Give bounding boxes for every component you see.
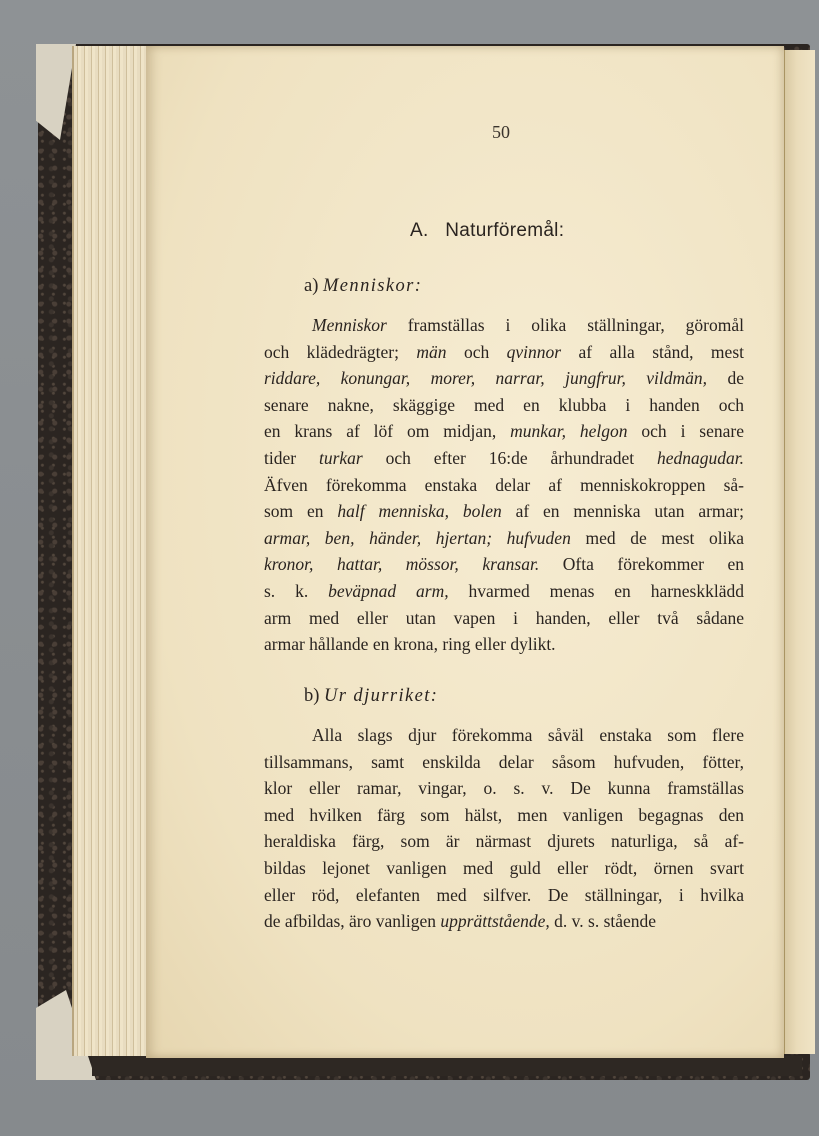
section_b-line [264,908,744,935]
section_b-line [264,775,744,802]
section_a-line [264,631,744,658]
section_b-text-run: de afbildas, äro vanligen [264,911,441,932]
subheading-a [304,276,422,297]
section_a-text-run: beväpnad arm, [328,581,449,601]
section_b-text-run: bildas lejonet vanligen med guld eller rödt, örnen svart [264,858,744,878]
section_a-text-run: de [707,368,744,389]
section_a-line [264,445,744,472]
section_a-text-run: kronor, hattar, mössor, kransar. [264,554,540,575]
section_a-text-run: och [446,341,507,362]
section_a-text-run: armar, ben, händer, hjertan; hufvuden [264,527,571,548]
section_a-text-run: arm med eller utan vapen i handen, eller två sådane [264,607,744,628]
section_b-text-run: eller röd, elefanten med silfver. De ställningar, i hvilka [264,884,744,905]
section_b-line [264,802,744,829]
section_a-line [264,498,744,525]
section_a-text-run: och klädedrägter; [264,341,417,362]
section_a-text-run: Menniskor [312,315,387,335]
section_b-text-run: klor eller ramar, vingar, o. s. v. De kunna framställas [264,778,744,799]
section_a-line [264,605,744,632]
section_b-text-run: med hvilken färg som hälst, men vanligen begagnas den [264,804,744,825]
section_a-text-run: turkar [318,448,363,468]
section_a-text-run: af en menniska utan armar; [501,501,744,522]
section_a-text-run: af alla stånd, mest [561,341,744,362]
section_a-text-run: munkar, helgon [510,421,628,442]
section_b-line [264,749,744,776]
section_a-text-run: riddare, konungar, morer, narrar, jungfrur, vildmän, [264,368,708,389]
page-stack-edge [72,46,150,1056]
section_a-line [264,472,744,499]
section_a-text-run: armar hållande en krona, ring eller dylikt. [264,634,556,655]
section_a-text-run: och efter 16:de århundradet [362,448,657,468]
subheading-b-label: b) [304,686,320,706]
section_a-line [264,365,744,392]
section_a-text-run: qvinnor [506,341,562,362]
section_a-text-run: män [416,341,447,362]
subheading-a-label: a) [304,276,319,296]
section_b-line [312,722,744,749]
section_a-line [264,339,744,366]
section_a-text-run: en krans af löf om midjan, [264,421,511,442]
section_a-text-run: senare nakne, skäggige med en klubba i handen och [264,394,744,415]
section_a-line [264,578,744,605]
section_a-text-run: Ofta förekommer en [539,554,745,575]
section_b-text-run: upprättstående, [440,911,550,932]
section_a-text-run: som en [264,501,338,522]
section_a-text-run: half menniska, bolen [337,501,502,522]
section-heading: A. Naturföremål: [410,220,565,241]
next-page-edge [784,50,815,1054]
section_a-text-run: s. k. [264,581,329,601]
section_a-line [264,392,744,419]
section_a-text-run: hvarmed menas en harneskklädd [448,581,744,601]
section_a-text-run: tider [264,448,319,468]
section_b-line [264,855,744,882]
page-number: 50 [492,122,510,142]
section_b-text-run: heraldiska färg, som är närmast djurets naturliga, så af- [264,831,744,852]
section_a-line [264,525,744,552]
section_a-line [264,418,744,445]
section_b-line [264,882,744,909]
section_a-text-run: framställas i olika ställningar, göromål [386,315,744,335]
book-bottom-edge [92,1056,802,1076]
subheading-b-title: Ur djurriket: [324,686,439,706]
section_b-line [264,828,744,855]
section_a-text-run: Äfven förekomma enstaka delar af menniskokroppen så- [264,474,744,495]
section_a-line [312,312,744,339]
book-page [146,46,784,1058]
section_a-line [264,551,744,578]
section_b-text-run: d. v. s. stående [549,911,657,932]
section_b-text-run: tillsammans, samt enskilda delar såsom hufvuden, fötter, [264,751,744,772]
section_a-text-run: hednagudar. [656,448,744,468]
section_b-text-run: Alla slags djur förekomma såväl enstaka som flere [312,725,744,745]
subheading-a-title: Menniskor: [323,276,423,296]
section_a-text-run: med de mest olika [570,527,744,548]
subheading-b [304,686,438,707]
section_a-text-run: och i senare [627,421,744,442]
